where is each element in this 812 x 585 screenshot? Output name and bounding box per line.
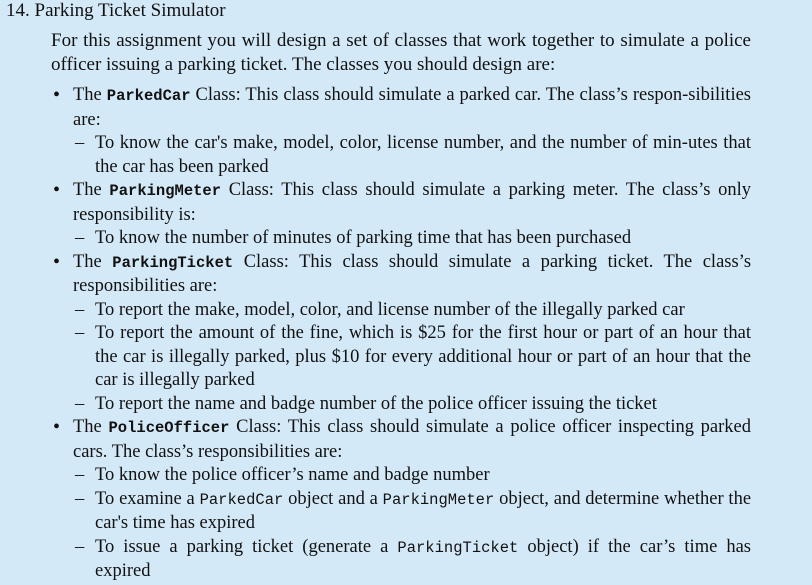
responsibility-list [73, 464, 751, 584]
dash-icon: – [75, 133, 85, 153]
bullet-icon: • [53, 416, 61, 438]
inline-code: ParkedCar [199, 490, 284, 509]
exercise-heading: 14. Parking Ticket Simulator [6, 0, 226, 21]
dash-icon: – [75, 393, 85, 414]
class-name: ParkedCar [106, 87, 191, 105]
dash-icon: – [75, 299, 85, 320]
responsibility-list [73, 227, 751, 251]
class-description: The ParkingTicket Class: This class should simulate a parking ticket. The class’s responsibilities are: [73, 251, 752, 296]
bullet-icon: • [53, 84, 61, 106]
class-item-parkedcar [51, 84, 751, 179]
class-name: ParkingTicket [112, 253, 234, 272]
bullet-icon: • [53, 179, 61, 201]
responsibility-item: – To report the amount of the fine, which is $25 for the first hour or part of an hour that the car is illegally parked, plus $10 for every additional hour or part of an hour that the car is illegally parked [75, 323, 751, 390]
dash-icon: – [75, 488, 85, 509]
dash-icon: – [75, 536, 85, 557]
responsibility-item: – To issue a parking ticket (generate a ParkingTicket object) if the car’s time has expired [75, 536, 752, 581]
inline-code: ParkingMeter [382, 490, 495, 509]
dash-icon: – [75, 465, 85, 485]
class-item-policeofficer [51, 416, 751, 584]
responsibility-item: – To report the make, model, color, and license number of the illegally parked car [73, 299, 751, 323]
responsibility-item: – To know the car's make, model, color, license number, and the number of min-utes that the car has been parked [75, 133, 751, 177]
intro-paragraph: For this assignment you will design a set of classes that work together to simulate a police officer issuing a parking ticket. The classes you should design are: [51, 30, 751, 75]
class-list [51, 84, 751, 584]
class-description: The ParkedCar Class: This class should simulate a parked car. The class’s respon-sibilities are: [73, 85, 752, 130]
responsibility-item: – To report the name and badge number of the police officer issuing the ticket [73, 393, 751, 417]
class-item-parkingticket [51, 251, 751, 417]
inline-code: ParkingTicket [397, 538, 519, 557]
class-item-parkingmeter [51, 179, 751, 251]
dash-icon: – [75, 323, 85, 343]
responsibility-item: – To examine a ParkedCar object and a ParkingMeter object, and determine whether the car's time has expired [75, 488, 752, 533]
class-description: The PoliceOfficer Class: This class should simulate a police officer inspecting parked cars. The class’s responsibilities are: [73, 417, 752, 462]
responsibility-item: – To know the number of minutes of parking time that has been purchased [73, 227, 751, 251]
responsibility-list [73, 132, 751, 179]
bullet-icon: • [53, 250, 61, 273]
class-description: The ParkingMeter Class: This class should simulate a parking meter. The class’s only responsibility is: [73, 180, 752, 225]
class-name: ParkingMeter [109, 182, 222, 200]
dash-icon: – [75, 228, 85, 248]
class-name: PoliceOfficer [108, 419, 230, 437]
responsibility-item: – To know the police officer’s name and badge number [73, 464, 751, 488]
responsibility-list [73, 299, 751, 417]
